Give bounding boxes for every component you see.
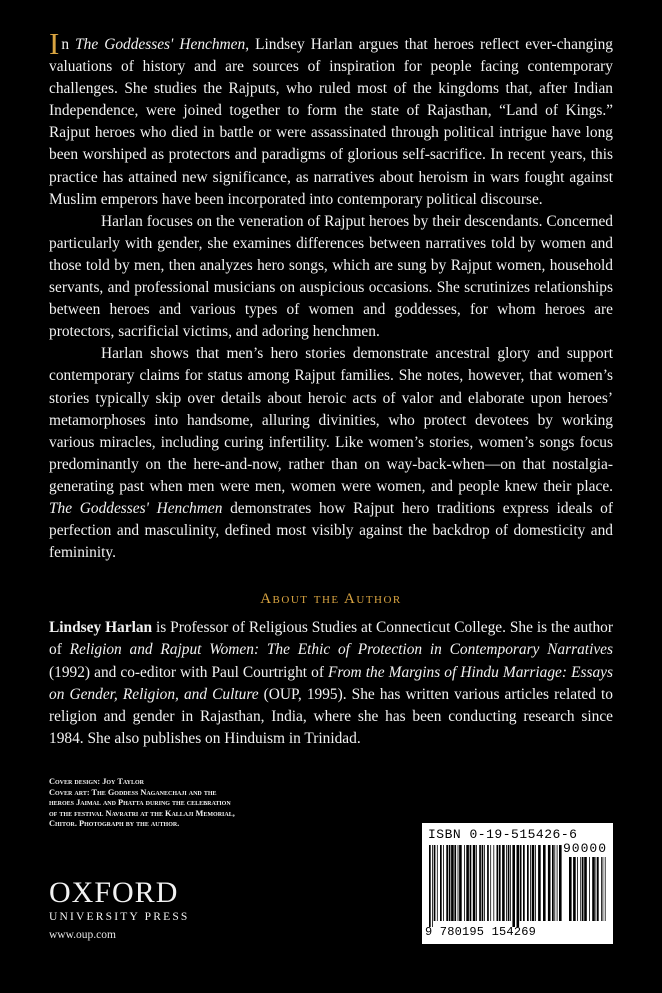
description-paragraph-3: Harlan shows that men’s hero stories demonstrate ancestral glory and support contemporary claims for status among Rajput families. She notes, however, that women’s stories typically skip over details about heroic acts of valor and elaborate upon heroes’ metamorphoses into handsome, alluring divinities, who protect devotees by working various miracles, including curing infertility. Like women’s stories, women’s songs focus predominantly on the here-and-now, rather than on way-back-when—on that nostalgia-generating past when men were men, women were women, and people knew their place. The Goddesses' Henchmen demonstrates how Rajput hero traditions express ideals of perfection and masculinity, defined most visibly against the backdrop of domesticity and femininity. xyxy=(49,345,613,562)
isbn-label: ISBN 0-19-515426-6 xyxy=(428,827,578,842)
barcode-bar xyxy=(466,845,469,921)
barcode-bar xyxy=(597,857,599,921)
barcode-bar xyxy=(552,845,554,921)
barcode-bar xyxy=(508,845,510,921)
barcode-bar xyxy=(479,845,481,921)
credit-line: of the festival Navratri at the Kallaji Memorial, xyxy=(49,808,235,818)
barcode-bar xyxy=(573,857,576,921)
barcode-bar xyxy=(449,845,451,921)
cover-credits xyxy=(49,777,339,830)
barcode-bar xyxy=(517,845,520,927)
barcode-bar xyxy=(432,845,433,927)
description-text xyxy=(49,26,614,750)
publisher-name: OXFORD xyxy=(49,876,179,909)
barcode-bar xyxy=(459,845,462,921)
author-bio: Lindsey Harlan is Professor of Religious Studies at Connecticut College. She is the author of Religion and Rajput Women: The Ethic of Protection in Contemporary Narratives (1992) and co-editor with Paul Courtright of From the Margins of Hindu Marriage: Essays on Gender, Religion, and Culture (OUP, 1995). She has written various articles related to religion and gender in Rajasthan, India, where she has been conducting research since 1984. She also publishes on Hinduism in Trinidad. xyxy=(49,619,614,747)
book-title: The Goddesses' Henchmen xyxy=(49,499,223,517)
barcode-bar xyxy=(530,845,531,921)
barcode-bar xyxy=(605,857,606,921)
barcode-bar xyxy=(443,845,444,921)
barcode-bar xyxy=(434,845,436,921)
barcode-bar xyxy=(592,857,595,921)
barcode-bar xyxy=(577,857,578,921)
barcode-bar xyxy=(510,845,511,921)
barcode-number: 9 780195 154269 xyxy=(425,925,537,939)
barcode-bar xyxy=(582,857,584,921)
barcode-bar xyxy=(589,857,590,921)
barcode-bar xyxy=(482,845,484,921)
about-author-heading: About the Author xyxy=(260,591,402,608)
book-title: The Goddesses' Henchmen xyxy=(75,36,246,53)
barcode-bar xyxy=(535,845,536,921)
barcode-bar xyxy=(473,845,476,921)
barcode-bar xyxy=(437,845,438,921)
barcode-bar xyxy=(454,845,456,921)
barcode-bar xyxy=(557,845,558,921)
barcode-bar xyxy=(559,845,562,921)
barcode-bar xyxy=(464,845,465,921)
barcode-bar xyxy=(458,845,459,921)
barcode-bar xyxy=(584,857,587,921)
credit-line: Cover art: The Goddess Naganechaji and the xyxy=(49,787,217,797)
barcode-bar xyxy=(484,845,485,921)
barcode-bar xyxy=(580,857,581,921)
barcode-bar xyxy=(429,845,431,927)
barcode-bar xyxy=(532,845,535,921)
drop-cap: I xyxy=(49,26,60,61)
barcode-bar xyxy=(603,857,604,921)
barcode-bar xyxy=(470,845,472,921)
barcode-bar xyxy=(440,845,442,921)
barcode-bar xyxy=(497,845,499,921)
publisher-url: www.oup.com xyxy=(49,929,116,941)
credit-line: Chitor. Photograph by the author. xyxy=(49,819,180,828)
price-barcode-bars xyxy=(568,857,607,927)
barcode-bar xyxy=(601,857,602,921)
credit-line: Cover design: Joy Taylor xyxy=(49,777,144,786)
barcode-bar xyxy=(523,845,525,921)
isbn-barcode xyxy=(422,823,613,944)
barcode-bar xyxy=(499,845,501,921)
price-code: 90000 xyxy=(562,841,607,856)
description-paragraph-1: In The Goddesses' Henchmen, Lindsey Harlan argues that heroes reflect ever-changing valuations of history and are sources of inspiration for people facing contemporary challenges. She studies the Rajputs, who ruled most of the kingdoms that, after Indian Independence, were joined together to form the state of Rajasthan, “Land of Kings.” Rajput heroes who died in battle or were assassinated through political intrigue have long been worshiped as protectors and paradigms of glorious self-sacrifice. In recent years, this practice has attained new significance, as narratives about heroism in wars fought against Muslim emperors have been incorporated into contemporary political discourse. xyxy=(49,26,613,208)
barcode-bar xyxy=(527,845,529,921)
barcode-bar xyxy=(446,845,448,921)
author-book-2: From the Margins of Hindu Marriage: Essays on Gender, Religion, and Culture xyxy=(49,663,613,703)
publisher-logo xyxy=(49,878,190,923)
barcode-bar xyxy=(506,845,507,921)
author-book-1: Religion and Rajput Women: The Ethic of Protection in Contemporary Narratives xyxy=(69,641,614,659)
barcode-bar xyxy=(554,845,555,921)
barcode-bar xyxy=(520,845,522,921)
barcode-bar xyxy=(502,845,505,921)
barcode-bar xyxy=(476,845,477,921)
barcode-bar xyxy=(487,845,489,921)
barcode-bar xyxy=(493,845,494,921)
barcode-bar xyxy=(512,845,515,927)
barcode-bar xyxy=(596,857,597,921)
description-paragraph-2: Harlan focuses on the veneration of Rajput heroes by their descendants. Concerned particularly with gender, she examines differences between narratives told by women and those told by men, then analyzes hero songs, which are sung by Rajput women, household servants, and professional musicians on auspicious occasions. She scrutinizes relationships between heroes and various types of women and goddesses, for whom heroes are protectors, sacrificial victims, and adoring henchmen. xyxy=(49,212,613,341)
barcode-bar xyxy=(548,845,551,921)
author-name: Lindsey Harlan xyxy=(49,619,153,637)
barcode-bar xyxy=(490,845,491,921)
barcode-bar xyxy=(543,845,546,921)
publisher-subtitle: UNIVERSITY PRESS xyxy=(49,911,190,923)
credit-line: heroes Jaimal and Phatta during the celebration xyxy=(49,798,231,807)
barcode-bar xyxy=(538,845,541,921)
barcode-bar xyxy=(451,845,454,921)
barcode-bar xyxy=(569,857,572,921)
